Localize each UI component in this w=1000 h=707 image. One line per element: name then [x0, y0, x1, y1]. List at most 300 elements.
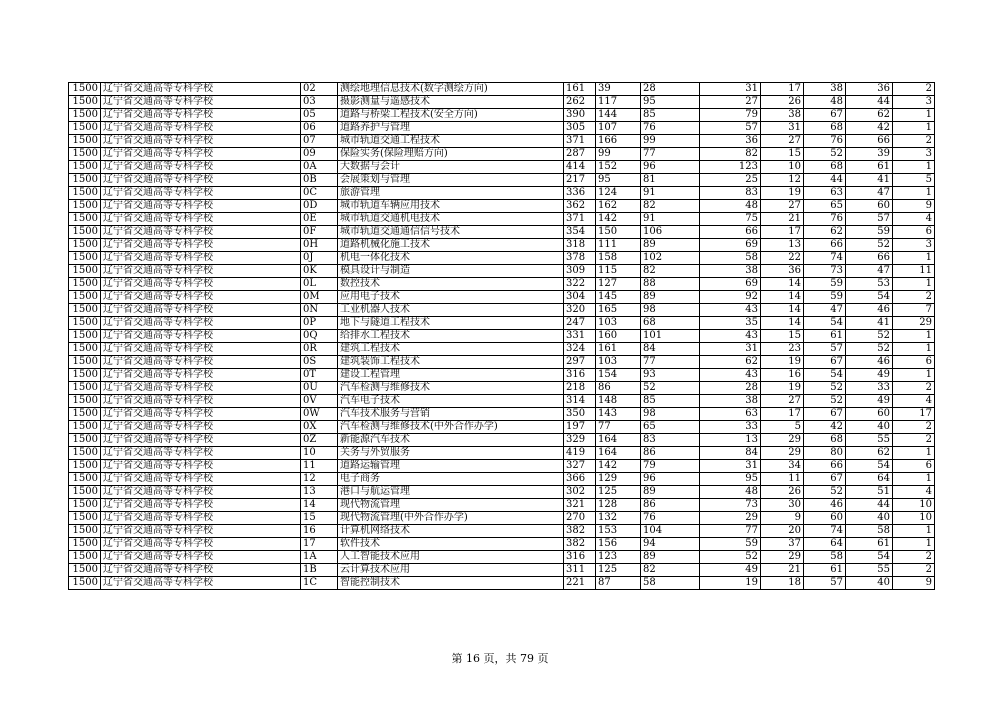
cell-school-name: 辽宁省交通高等专科学校 — [101, 252, 301, 265]
cell-major-code: 0H — [301, 239, 338, 252]
cell-school-name: 辽宁省交通高等专科学校 — [101, 135, 301, 148]
cell-col-12: 1 — [893, 447, 935, 460]
cell-col-8: 63 — [700, 408, 761, 421]
cell-major-code: 09 — [301, 148, 338, 161]
table-row — [69, 447, 935, 460]
cell-major-code: 07 — [301, 135, 338, 148]
cell-school-name: 辽宁省交通高等专科学校 — [101, 161, 301, 174]
cell-school-name: 辽宁省交通高等专科学校 — [101, 512, 301, 525]
cell-col-10: 63 — [804, 187, 846, 200]
table-row — [69, 109, 935, 122]
table-row — [69, 187, 935, 200]
cell-school-code: 1500 — [69, 122, 101, 135]
cell-col-8: 28 — [700, 382, 761, 395]
cell-col-6: 132 — [596, 512, 641, 525]
cell-major-code: 0P — [301, 317, 338, 330]
cell-major-name: 大数据与会计 — [338, 161, 564, 174]
cell-school-code: 1500 — [69, 434, 101, 447]
cell-school-code: 1500 — [69, 473, 101, 486]
cell-col-7: 81 — [641, 174, 700, 187]
cell-col-11: 36 — [846, 83, 893, 96]
cell-major-code: 0B — [301, 174, 338, 187]
cell-major-name: 道路与桥梁工程技术(安全方向) — [338, 109, 564, 122]
cell-col-11: 54 — [846, 460, 893, 473]
cell-major-name: 保险实务(保险理赔方向) — [338, 148, 564, 161]
cell-col-5: 324 — [564, 343, 596, 356]
cell-col-8: 48 — [700, 200, 761, 213]
cell-col-11: 62 — [846, 109, 893, 122]
cell-school-code: 1500 — [69, 317, 101, 330]
cell-school-code: 1500 — [69, 304, 101, 317]
cell-major-name: 地下与隧道工程技术 — [338, 317, 564, 330]
table-row — [69, 499, 935, 512]
cell-col-5: 321 — [564, 499, 596, 512]
table-row — [69, 382, 935, 395]
cell-col-12: 1 — [893, 330, 935, 343]
admission-score-table — [68, 82, 935, 590]
cell-col-9: 15 — [761, 330, 804, 343]
cell-col-7: 101 — [641, 330, 700, 343]
cell-major-code: 0W — [301, 408, 338, 421]
cell-col-8: 73 — [700, 499, 761, 512]
cell-col-11: 42 — [846, 122, 893, 135]
cell-col-11: 40 — [846, 512, 893, 525]
cell-col-11: 51 — [846, 486, 893, 499]
cell-school-code: 1500 — [69, 356, 101, 369]
cell-col-9: 36 — [761, 265, 804, 278]
table-row — [69, 369, 935, 382]
cell-col-9: 14 — [761, 317, 804, 330]
cell-col-12: 1 — [893, 369, 935, 382]
table-row — [69, 96, 935, 109]
cell-major-name: 建筑工程技术 — [338, 343, 564, 356]
table-row — [69, 551, 935, 564]
cell-major-code: 0S — [301, 356, 338, 369]
cell-col-11: 47 — [846, 187, 893, 200]
cell-school-name: 辽宁省交通高等专科学校 — [101, 317, 301, 330]
table-row — [69, 343, 935, 356]
cell-major-name: 汽车技术服务与营销 — [338, 408, 564, 421]
cell-col-10: 52 — [804, 148, 846, 161]
cell-col-9: 14 — [761, 291, 804, 304]
cell-col-9: 27 — [761, 395, 804, 408]
cell-col-5: 331 — [564, 330, 596, 343]
cell-col-5: 221 — [564, 577, 596, 590]
cell-major-name: 城市轨道车辆应用技术 — [338, 200, 564, 213]
cell-col-11: 60 — [846, 408, 893, 421]
cell-col-10: 67 — [804, 109, 846, 122]
cell-school-name: 辽宁省交通高等专科学校 — [101, 551, 301, 564]
cell-col-7: 94 — [641, 538, 700, 551]
cell-school-code: 1500 — [69, 525, 101, 538]
cell-col-11: 62 — [846, 447, 893, 460]
cell-col-10: 60 — [804, 512, 846, 525]
cell-major-name: 测绘地理信息技术(数字测绘方向) — [338, 83, 564, 96]
cell-col-6: 154 — [596, 369, 641, 382]
cell-col-12: 1 — [893, 343, 935, 356]
cell-col-6: 103 — [596, 356, 641, 369]
cell-col-12: 5 — [893, 174, 935, 187]
cell-col-5: 197 — [564, 421, 596, 434]
cell-col-7: 82 — [641, 564, 700, 577]
cell-col-10: 67 — [804, 408, 846, 421]
cell-school-name: 辽宁省交通高等专科学校 — [101, 174, 301, 187]
cell-col-11: 40 — [846, 421, 893, 434]
cell-col-5: 354 — [564, 226, 596, 239]
cell-col-7: 98 — [641, 304, 700, 317]
cell-col-5: 419 — [564, 447, 596, 460]
cell-col-12: 4 — [893, 213, 935, 226]
cell-major-name: 人工智能技术应用 — [338, 551, 564, 564]
cell-col-7: 89 — [641, 239, 700, 252]
cell-col-5: 382 — [564, 538, 596, 551]
cell-col-10: 62 — [804, 226, 846, 239]
cell-school-code: 1500 — [69, 174, 101, 187]
cell-major-code: 17 — [301, 538, 338, 551]
cell-col-5: 217 — [564, 174, 596, 187]
cell-col-10: 68 — [804, 161, 846, 174]
cell-col-12: 7 — [893, 304, 935, 317]
cell-col-11: 47 — [846, 265, 893, 278]
cell-col-7: 104 — [641, 525, 700, 538]
table-row — [69, 577, 935, 590]
table-row — [69, 265, 935, 278]
cell-col-8: 84 — [700, 447, 761, 460]
cell-col-10: 67 — [804, 356, 846, 369]
cell-col-9: 37 — [761, 538, 804, 551]
cell-col-12: 10 — [893, 499, 935, 512]
cell-major-code: 0D — [301, 200, 338, 213]
cell-col-10: 54 — [804, 369, 846, 382]
cell-major-code: 03 — [301, 96, 338, 109]
cell-col-10: 61 — [804, 564, 846, 577]
cell-col-10: 52 — [804, 382, 846, 395]
cell-col-5: 327 — [564, 460, 596, 473]
cell-school-name: 辽宁省交通高等专科学校 — [101, 369, 301, 382]
cell-col-6: 111 — [596, 239, 641, 252]
cell-col-9: 15 — [761, 148, 804, 161]
cell-school-name: 辽宁省交通高等专科学校 — [101, 473, 301, 486]
cell-col-5: 304 — [564, 291, 596, 304]
cell-col-8: 38 — [700, 265, 761, 278]
cell-school-code: 1500 — [69, 291, 101, 304]
cell-col-11: 40 — [846, 577, 893, 590]
cell-col-10: 65 — [804, 200, 846, 213]
cell-col-12: 29 — [893, 317, 935, 330]
cell-col-6: 87 — [596, 577, 641, 590]
cell-col-6: 95 — [596, 174, 641, 187]
table-row — [69, 473, 935, 486]
cell-school-name: 辽宁省交通高等专科学校 — [101, 564, 301, 577]
cell-col-7: 89 — [641, 291, 700, 304]
cell-col-12: 3 — [893, 239, 935, 252]
cell-col-9: 29 — [761, 434, 804, 447]
cell-major-name: 软件技术 — [338, 538, 564, 551]
cell-school-code: 1500 — [69, 395, 101, 408]
cell-col-6: 125 — [596, 564, 641, 577]
cell-col-11: 66 — [846, 252, 893, 265]
cell-major-code: 0V — [301, 395, 338, 408]
cell-school-code: 1500 — [69, 564, 101, 577]
cell-major-name: 现代物流管理(中外合作办学) — [338, 512, 564, 525]
cell-col-12: 2 — [893, 421, 935, 434]
cell-major-name: 智能控制技术 — [338, 577, 564, 590]
cell-col-9: 27 — [761, 200, 804, 213]
cell-school-code: 1500 — [69, 382, 101, 395]
cell-col-12: 2 — [893, 564, 935, 577]
table-row — [69, 330, 935, 343]
cell-school-code: 1500 — [69, 239, 101, 252]
cell-school-name: 辽宁省交通高等专科学校 — [101, 382, 301, 395]
cell-col-10: 76 — [804, 135, 846, 148]
cell-col-12: 1 — [893, 525, 935, 538]
cell-col-8: 36 — [700, 135, 761, 148]
cell-col-12: 1 — [893, 473, 935, 486]
cell-major-code: 13 — [301, 486, 338, 499]
cell-col-5: 318 — [564, 239, 596, 252]
cell-school-code: 1500 — [69, 109, 101, 122]
cell-col-12: 2 — [893, 291, 935, 304]
cell-school-code: 1500 — [69, 343, 101, 356]
cell-col-9: 16 — [761, 369, 804, 382]
cell-col-10: 46 — [804, 499, 846, 512]
cell-major-name: 新能源汽车技术 — [338, 434, 564, 447]
cell-col-5: 336 — [564, 187, 596, 200]
table-row — [69, 135, 935, 148]
cell-school-code: 1500 — [69, 135, 101, 148]
cell-col-6: 148 — [596, 395, 641, 408]
cell-major-code: 0R — [301, 343, 338, 356]
table-row — [69, 291, 935, 304]
cell-col-6: 107 — [596, 122, 641, 135]
cell-col-12: 6 — [893, 460, 935, 473]
cell-col-5: 320 — [564, 304, 596, 317]
cell-major-name: 给排水工程技术 — [338, 330, 564, 343]
cell-col-9: 14 — [761, 304, 804, 317]
cell-major-code: 0T — [301, 369, 338, 382]
cell-school-code: 1500 — [69, 499, 101, 512]
cell-major-name: 汽车检测与维修技术(中外合作办学) — [338, 421, 564, 434]
table-row — [69, 564, 935, 577]
cell-col-10: 68 — [804, 122, 846, 135]
cell-col-7: 89 — [641, 551, 700, 564]
cell-col-9: 19 — [761, 356, 804, 369]
cell-col-7: 96 — [641, 161, 700, 174]
cell-col-8: 49 — [700, 564, 761, 577]
cell-major-code: 0X — [301, 421, 338, 434]
cell-col-8: 43 — [700, 369, 761, 382]
cell-major-name: 现代物流管理 — [338, 499, 564, 512]
table-row — [69, 213, 935, 226]
cell-col-5: 311 — [564, 564, 596, 577]
cell-col-8: 95 — [700, 473, 761, 486]
cell-col-6: 164 — [596, 434, 641, 447]
cell-school-name: 辽宁省交通高等专科学校 — [101, 447, 301, 460]
cell-col-7: 68 — [641, 317, 700, 330]
cell-col-11: 44 — [846, 96, 893, 109]
cell-school-name: 辽宁省交通高等专科学校 — [101, 330, 301, 343]
cell-col-7: 86 — [641, 499, 700, 512]
cell-col-9: 11 — [761, 473, 804, 486]
cell-major-code: 0F — [301, 226, 338, 239]
cell-col-8: 77 — [700, 525, 761, 538]
cell-col-8: 92 — [700, 291, 761, 304]
cell-school-name: 辽宁省交通高等专科学校 — [101, 499, 301, 512]
cell-major-name: 摄影测量与遥感技术 — [338, 96, 564, 109]
cell-col-7: 79 — [641, 460, 700, 473]
cell-col-6: 165 — [596, 304, 641, 317]
cell-col-12: 17 — [893, 408, 935, 421]
table-row — [69, 538, 935, 551]
cell-col-5: 329 — [564, 434, 596, 447]
cell-col-11: 44 — [846, 499, 893, 512]
cell-school-name: 辽宁省交通高等专科学校 — [101, 538, 301, 551]
table-row — [69, 395, 935, 408]
table-body — [69, 83, 935, 590]
cell-col-11: 41 — [846, 317, 893, 330]
table-row — [69, 408, 935, 421]
cell-school-code: 1500 — [69, 408, 101, 421]
cell-col-7: 91 — [641, 213, 700, 226]
cell-col-11: 49 — [846, 369, 893, 382]
cell-col-6: 115 — [596, 265, 641, 278]
cell-col-9: 9 — [761, 512, 804, 525]
cell-col-8: 52 — [700, 551, 761, 564]
cell-col-11: 33 — [846, 382, 893, 395]
cell-col-5: 316 — [564, 551, 596, 564]
cell-major-code: 1B — [301, 564, 338, 577]
cell-major-name: 建筑装饰工程技术 — [338, 356, 564, 369]
cell-col-5: 314 — [564, 395, 596, 408]
cell-col-11: 64 — [846, 473, 893, 486]
table-row — [69, 174, 935, 187]
cell-col-9: 10 — [761, 161, 804, 174]
cell-col-10: 66 — [804, 460, 846, 473]
cell-col-6: 162 — [596, 200, 641, 213]
cell-major-code: 0E — [301, 213, 338, 226]
cell-col-6: 166 — [596, 135, 641, 148]
cell-col-8: 123 — [700, 161, 761, 174]
cell-col-11: 61 — [846, 161, 893, 174]
cell-col-9: 19 — [761, 187, 804, 200]
cell-col-7: 77 — [641, 148, 700, 161]
cell-col-8: 69 — [700, 239, 761, 252]
cell-school-code: 1500 — [69, 187, 101, 200]
cell-major-code: 0K — [301, 265, 338, 278]
cell-school-code: 1500 — [69, 486, 101, 499]
cell-col-9: 17 — [761, 226, 804, 239]
cell-col-10: 59 — [804, 291, 846, 304]
cell-major-name: 城市轨道交通工程技术 — [338, 135, 564, 148]
cell-col-5: 302 — [564, 486, 596, 499]
cell-col-8: 19 — [700, 577, 761, 590]
cell-col-5: 366 — [564, 473, 596, 486]
cell-col-9: 29 — [761, 551, 804, 564]
cell-school-name: 辽宁省交通高等专科学校 — [101, 278, 301, 291]
cell-col-12: 6 — [893, 356, 935, 369]
cell-major-code: 0M — [301, 291, 338, 304]
cell-col-8: 59 — [700, 538, 761, 551]
cell-col-11: 60 — [846, 200, 893, 213]
cell-col-7: 88 — [641, 278, 700, 291]
cell-col-7: 99 — [641, 135, 700, 148]
cell-col-9: 30 — [761, 499, 804, 512]
cell-col-10: 54 — [804, 317, 846, 330]
cell-col-9: 14 — [761, 278, 804, 291]
cell-school-name: 辽宁省交通高等专科学校 — [101, 304, 301, 317]
table-row — [69, 148, 935, 161]
cell-col-12: 2 — [893, 135, 935, 148]
table-row — [69, 200, 935, 213]
cell-col-11: 39 — [846, 148, 893, 161]
cell-major-code: 10 — [301, 447, 338, 460]
cell-col-8: 38 — [700, 395, 761, 408]
cell-col-9: 19 — [761, 382, 804, 395]
table-row — [69, 317, 935, 330]
cell-col-5: 287 — [564, 148, 596, 161]
cell-col-8: 43 — [700, 330, 761, 343]
cell-col-5: 247 — [564, 317, 596, 330]
cell-col-9: 5 — [761, 421, 804, 434]
cell-col-12: 4 — [893, 395, 935, 408]
cell-col-11: 61 — [846, 538, 893, 551]
cell-col-7: 52 — [641, 382, 700, 395]
cell-school-code: 1500 — [69, 330, 101, 343]
cell-major-code: 06 — [301, 122, 338, 135]
cell-col-10: 66 — [804, 239, 846, 252]
cell-school-code: 1500 — [69, 265, 101, 278]
cell-major-name: 关务与外贸服务 — [338, 447, 564, 460]
cell-col-9: 29 — [761, 447, 804, 460]
cell-col-11: 49 — [846, 395, 893, 408]
cell-col-5: 371 — [564, 213, 596, 226]
cell-school-name: 辽宁省交通高等专科学校 — [101, 148, 301, 161]
cell-col-8: 13 — [700, 434, 761, 447]
cell-col-8: 62 — [700, 356, 761, 369]
cell-major-code: 0L — [301, 278, 338, 291]
cell-col-10: 52 — [804, 486, 846, 499]
cell-col-7: 98 — [641, 408, 700, 421]
cell-major-name: 道路运输管理 — [338, 460, 564, 473]
cell-col-12: 2 — [893, 83, 935, 96]
cell-school-code: 1500 — [69, 369, 101, 382]
cell-school-name: 辽宁省交通高等专科学校 — [101, 239, 301, 252]
cell-col-6: 127 — [596, 278, 641, 291]
cell-col-11: 54 — [846, 291, 893, 304]
cell-col-10: 38 — [804, 83, 846, 96]
cell-col-11: 57 — [846, 213, 893, 226]
table-row — [69, 525, 935, 538]
cell-col-6: 161 — [596, 343, 641, 356]
cell-major-code: 0Q — [301, 330, 338, 343]
cell-col-10: 59 — [804, 278, 846, 291]
cell-school-code: 1500 — [69, 83, 101, 96]
cell-major-name: 城市轨道交通机电技术 — [338, 213, 564, 226]
table-row — [69, 239, 935, 252]
cell-school-name: 辽宁省交通高等专科学校 — [101, 226, 301, 239]
cell-col-9: 26 — [761, 96, 804, 109]
cell-col-11: 58 — [846, 525, 893, 538]
cell-col-10: 73 — [804, 265, 846, 278]
cell-col-5: 362 — [564, 200, 596, 213]
cell-major-name: 汽车电子技术 — [338, 395, 564, 408]
cell-col-5: 382 — [564, 525, 596, 538]
cell-major-name: 电子商务 — [338, 473, 564, 486]
cell-school-name: 辽宁省交通高等专科学校 — [101, 486, 301, 499]
cell-col-9: 34 — [761, 460, 804, 473]
cell-major-name: 建设工程管理 — [338, 369, 564, 382]
cell-col-6: 128 — [596, 499, 641, 512]
